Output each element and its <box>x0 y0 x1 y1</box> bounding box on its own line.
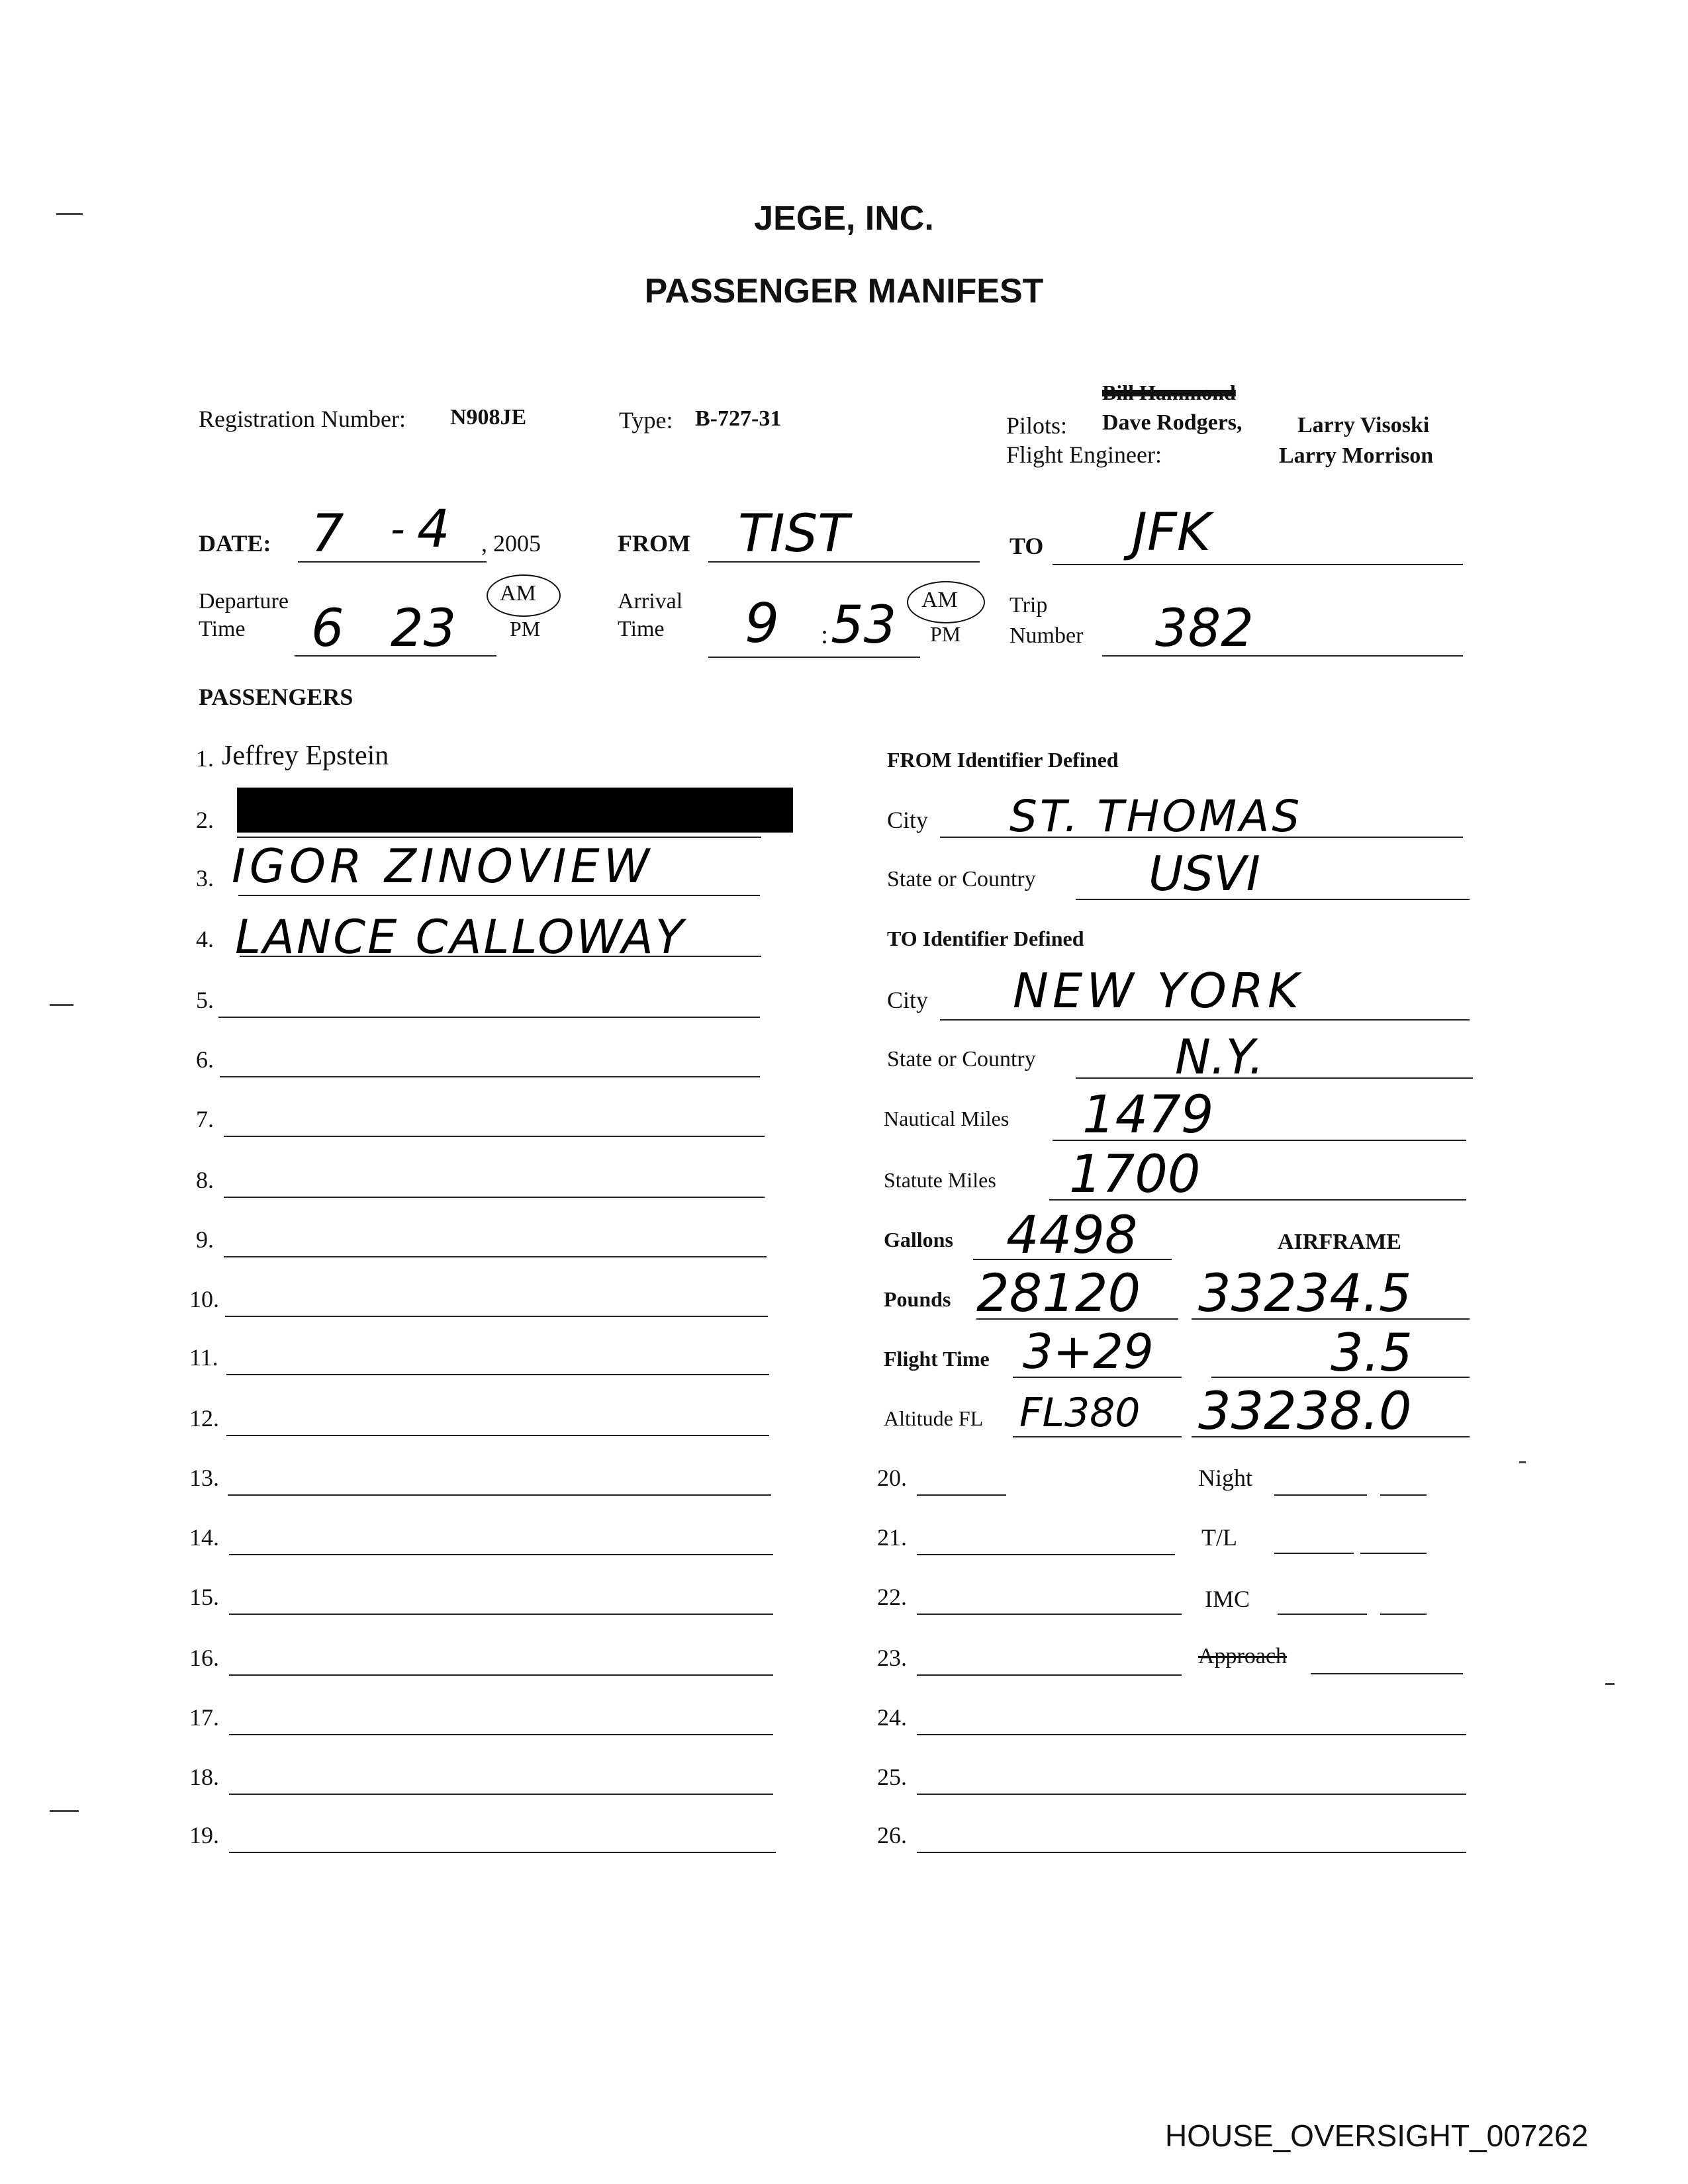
right-row-number: 22. <box>877 1584 907 1610</box>
approach-label: Approach <box>1198 1644 1288 1668</box>
to-label: TO <box>1009 533 1044 559</box>
arrival-label-2: Time <box>618 617 665 641</box>
right-row-number: 20. <box>877 1465 907 1491</box>
passenger-line <box>229 1674 773 1676</box>
passenger-number: 16. <box>189 1645 219 1671</box>
passenger-number: 11. <box>189 1344 218 1371</box>
right-row-line <box>917 1852 1466 1853</box>
passenger-line <box>237 837 761 838</box>
scan-speck <box>50 1810 79 1812</box>
passenger-number: 8. <box>196 1167 214 1193</box>
company-name: JEGE, INC. <box>754 199 934 238</box>
pounds-value: 28120 <box>976 1264 1141 1324</box>
date-dash: - <box>391 506 405 553</box>
redaction-bar <box>237 788 793 833</box>
arrival-minute: 53 <box>831 596 897 655</box>
airframe-value-3: 33238.0 <box>1198 1382 1412 1441</box>
passenger-number: 5. <box>196 987 214 1013</box>
passenger-line <box>224 1136 765 1137</box>
arrival-label-1: Arrival <box>618 589 683 614</box>
departure-pm: PM <box>510 617 541 641</box>
departure-line <box>295 655 496 657</box>
passenger-3-name: IGOR ZINOVIEW <box>232 839 653 893</box>
nautical-miles-value: 1479 <box>1082 1085 1214 1145</box>
tl-line-2 <box>1360 1553 1427 1554</box>
passenger-number: 3. <box>196 865 214 891</box>
right-row-line <box>917 1494 1006 1496</box>
pounds-line <box>976 1318 1178 1320</box>
passenger-number: 15. <box>189 1584 219 1610</box>
night-line-1 <box>1274 1494 1367 1496</box>
date-line <box>298 561 487 563</box>
passenger-1-name: Jeffrey Epstein <box>222 741 389 771</box>
from-label: FROM <box>618 530 690 557</box>
document-title: PASSENGER MANIFEST <box>644 272 1044 310</box>
passenger-number: 4. <box>196 926 214 952</box>
right-row-line <box>917 1794 1466 1795</box>
right-row-line <box>917 1554 1175 1555</box>
flight-time-value: 3+29 <box>1023 1324 1154 1379</box>
pilot-1: Dave Rodgers, <box>1102 410 1243 435</box>
arrival-colon: : <box>821 619 829 649</box>
passenger-number: 19. <box>189 1822 219 1848</box>
to-city-line <box>940 1019 1470 1021</box>
airframe-line-1 <box>1192 1318 1470 1320</box>
imc-label: IMC <box>1205 1586 1250 1612</box>
statute-miles-line <box>1049 1199 1466 1201</box>
registration-label: Registration Number: <box>199 406 406 432</box>
passenger-line <box>229 1554 773 1555</box>
from-city-line <box>940 837 1463 838</box>
airframe-heading: AIRFRAME <box>1278 1230 1401 1254</box>
to-city-value: NEW YORK <box>1013 963 1303 1019</box>
departure-minute: 23 <box>391 599 457 659</box>
altitude-value: FL380 <box>1019 1390 1141 1436</box>
altitude-line <box>1013 1436 1182 1437</box>
to-identifier-heading: TO Identifier Defined <box>887 927 1084 950</box>
registration-value: N908JE <box>450 405 527 430</box>
right-row-line <box>917 1674 1182 1676</box>
statute-miles-value: 1700 <box>1069 1145 1201 1205</box>
from-city-label: City <box>887 807 929 833</box>
passenger-line <box>225 1316 768 1317</box>
scan-speck <box>1519 1461 1526 1463</box>
departure-label-1: Departure <box>199 589 289 614</box>
flight-engineer-label: Flight Engineer: <box>1006 441 1162 468</box>
trip-label-2: Number <box>1009 623 1084 648</box>
arrival-pm: PM <box>930 622 961 646</box>
to-state-value: N.Y. <box>1175 1029 1264 1085</box>
night-line-2 <box>1380 1494 1427 1496</box>
passenger-line <box>238 895 760 896</box>
passenger-line <box>229 1734 773 1735</box>
pounds-label: Pounds <box>884 1287 951 1311</box>
tl-label: T/L <box>1201 1524 1237 1551</box>
tl-line-1 <box>1274 1553 1354 1554</box>
passenger-line <box>229 1794 773 1795</box>
to-state-label: State or Country <box>887 1047 1036 1071</box>
arrival-hour: 9 <box>745 592 780 655</box>
departure-hour: 6 <box>311 599 344 659</box>
passenger-4-name: LANCE CALLOWAY <box>235 910 686 964</box>
passenger-number: 7. <box>196 1106 214 1132</box>
imc-line-2 <box>1380 1614 1427 1615</box>
to-value: JFK <box>1132 503 1211 563</box>
to-line <box>1053 564 1463 565</box>
arrival-am: AM <box>921 588 958 612</box>
date-day: 4 <box>417 500 450 559</box>
passenger-number: 2. <box>196 807 214 833</box>
night-label: Night <box>1198 1465 1253 1491</box>
passenger-line <box>229 1852 776 1853</box>
passenger-line <box>220 1076 760 1077</box>
type-label: Type: <box>619 407 673 433</box>
passenger-line <box>226 1374 769 1375</box>
right-row-line <box>917 1614 1182 1615</box>
passenger-line <box>226 1435 769 1436</box>
from-city-value: ST. THOMAS <box>1009 791 1303 842</box>
imc-line-1 <box>1278 1614 1367 1615</box>
right-row-number: 25. <box>877 1764 907 1790</box>
scan-speck <box>56 213 83 215</box>
passenger-number: 10. <box>189 1286 219 1312</box>
passenger-number: 14. <box>189 1524 219 1551</box>
right-row-number: 23. <box>877 1645 907 1671</box>
scan-speck <box>1605 1683 1615 1685</box>
passenger-line <box>224 1197 765 1198</box>
trip-label-1: Trip <box>1009 593 1048 617</box>
struck-name: Bill Hammond <box>1102 381 1236 404</box>
departure-am: AM <box>500 581 536 606</box>
to-state-line <box>1076 1077 1473 1079</box>
bates-number: HOUSE_OVERSIGHT_007262 <box>1165 2118 1589 2153</box>
nautical-miles-label: Nautical Miles <box>884 1107 1009 1130</box>
from-line <box>708 561 980 563</box>
approach-line <box>1311 1673 1463 1674</box>
flight-time-line <box>1013 1377 1182 1378</box>
from-state-value: USVI <box>1149 846 1260 901</box>
to-city-label: City <box>887 987 929 1013</box>
passenger-line <box>224 1256 767 1257</box>
flight-engineer-name: Larry Morrison <box>1279 443 1434 468</box>
right-row-number: 21. <box>877 1524 907 1551</box>
airframe-value-1: 33234.5 <box>1198 1264 1412 1324</box>
pilots-label: Pilots: <box>1006 412 1068 439</box>
right-row-line <box>917 1734 1466 1735</box>
passenger-line <box>228 1494 771 1496</box>
altitude-label: Altitude FL <box>884 1406 984 1430</box>
airframe-line-3 <box>1192 1436 1470 1437</box>
passengers-heading: PASSENGERS <box>199 684 353 710</box>
passenger-number: 17. <box>189 1704 219 1731</box>
scan-speck <box>50 1004 73 1006</box>
from-value: TIST <box>738 504 849 564</box>
airframe-line-2 <box>1211 1377 1470 1378</box>
passenger-number: 9. <box>196 1226 214 1253</box>
pilot-2: Larry Visoski <box>1297 413 1430 437</box>
passenger-number: 6. <box>196 1046 214 1073</box>
nautical-miles-line <box>1053 1140 1466 1141</box>
trip-line <box>1102 655 1463 657</box>
departure-label-2: Time <box>199 617 246 641</box>
from-state-line <box>1076 899 1470 900</box>
passenger-number: 18. <box>189 1764 219 1790</box>
passenger-line <box>218 1017 760 1018</box>
passenger-number: 12. <box>189 1405 219 1432</box>
from-identifier-heading: FROM Identifier Defined <box>887 748 1119 772</box>
gallons-label: Gallons <box>884 1228 953 1251</box>
passenger-line <box>229 1614 773 1615</box>
gallons-line <box>973 1259 1172 1260</box>
gallons-value: 4498 <box>1006 1206 1138 1265</box>
passenger-number: 13. <box>189 1465 219 1491</box>
right-row-number: 26. <box>877 1822 907 1848</box>
airframe-value-2: 3.5 <box>1331 1324 1413 1383</box>
date-month: 7 <box>311 504 344 564</box>
right-row-number: 24. <box>877 1704 907 1731</box>
from-state-label: State or Country <box>887 867 1036 891</box>
arrival-line <box>708 657 920 658</box>
type-value: B-727-31 <box>695 406 782 431</box>
date-label: DATE: <box>199 530 271 557</box>
statute-miles-label: Statute Miles <box>884 1168 996 1192</box>
passenger-number: 1. <box>196 745 214 772</box>
flight-time-label: Flight Time <box>884 1347 990 1371</box>
trip-number: 382 <box>1155 599 1254 659</box>
date-year: , 2005 <box>481 530 541 557</box>
